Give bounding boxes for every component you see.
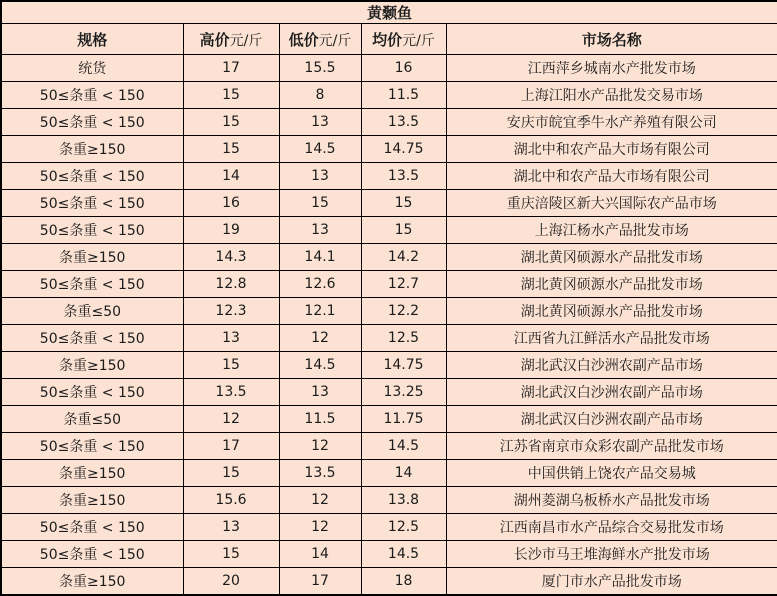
- market-name-cell: 长沙市马王堆海鲜水产批发市场: [446, 541, 777, 568]
- high-price-cell: 12: [183, 406, 279, 433]
- spec-cell: 50≤条重 < 150: [1, 271, 183, 298]
- spec-cell: 条重≥150: [1, 352, 183, 379]
- high-price-cell: 15.6: [183, 487, 279, 514]
- avg-price-cell: 14.75: [361, 136, 446, 163]
- spec-cell: 50≤条重 < 150: [1, 541, 183, 568]
- header-low-label: 低价: [288, 30, 319, 49]
- low-price-cell: 13: [279, 379, 361, 406]
- low-price-cell: 15: [279, 190, 361, 217]
- spec-cell: 条重≥150: [1, 460, 183, 487]
- market-name-cell: 重庆涪陵区新大兴国际农产品市场: [446, 190, 777, 217]
- high-price-cell: 13: [183, 325, 279, 352]
- spec-cell: 条重≤50: [1, 298, 183, 325]
- spec-cell: 50≤条重 < 150: [1, 433, 183, 460]
- high-price-cell: 15: [183, 352, 279, 379]
- market-name-cell: 湖北黄冈硕源水产品批发市场: [446, 298, 777, 325]
- market-name-cell: 江西南昌市水产品综合交易批发市场: [446, 514, 777, 541]
- table-row: [1, 82, 777, 109]
- column-header-market-name: 市场名称: [446, 24, 777, 55]
- high-price-cell: 12.3: [183, 298, 279, 325]
- market-name-cell: 湖北中和农产品大市场有限公司: [446, 163, 777, 190]
- high-price-cell: 17: [183, 55, 279, 82]
- spec-cell: 条重≤50: [1, 406, 183, 433]
- market-name-cell: 上海江杨水产品批发市场: [446, 217, 777, 244]
- market-name-cell: 湖北中和农产品大市场有限公司: [446, 136, 777, 163]
- table-row: [1, 541, 777, 568]
- table-row: [1, 460, 777, 487]
- table-row: [1, 217, 777, 244]
- market-name-cell: 湖北武汉白沙洲农副产品市场: [446, 406, 777, 433]
- header-low-unit: 元/斤: [318, 32, 352, 49]
- market-name-cell: 江西省九江鲜活水产品批发市场: [446, 325, 777, 352]
- low-price-cell: 14.5: [279, 352, 361, 379]
- avg-price-cell: 12.5: [361, 514, 446, 541]
- high-price-cell: 13: [183, 514, 279, 541]
- spec-cell: 条重≥150: [1, 568, 183, 596]
- high-price-cell: 14: [183, 163, 279, 190]
- table-row: [1, 109, 777, 136]
- high-price-cell: 15: [183, 82, 279, 109]
- table-row: [1, 325, 777, 352]
- table-row: [1, 487, 777, 514]
- table-row: [1, 352, 777, 379]
- market-name-cell: 安庆市皖宜季牛水产养殖有限公司: [446, 109, 777, 136]
- table-row: [1, 136, 777, 163]
- header-high-label: 高价: [199, 30, 230, 49]
- high-price-cell: 12.8: [183, 271, 279, 298]
- avg-price-cell: 12.5: [361, 325, 446, 352]
- column-header-spec: 规格: [1, 24, 183, 55]
- table-row: [1, 406, 777, 433]
- high-price-cell: 15: [183, 136, 279, 163]
- market-name-cell: 湖北黄冈硕源水产品批发市场: [446, 271, 777, 298]
- header-avg-label: 均价: [372, 30, 403, 49]
- high-price-cell: 14.3: [183, 244, 279, 271]
- spec-cell: 条重≥150: [1, 487, 183, 514]
- spec-cell: 50≤条重 < 150: [1, 82, 183, 109]
- table-row: [1, 244, 777, 271]
- high-price-cell: 15: [183, 109, 279, 136]
- high-price-cell: 15: [183, 541, 279, 568]
- avg-price-cell: 12.2: [361, 298, 446, 325]
- avg-price-cell: 13.5: [361, 163, 446, 190]
- low-price-cell: 13.5: [279, 460, 361, 487]
- header-high-unit: 元/斤: [229, 32, 263, 49]
- spec-cell: 50≤条重 < 150: [1, 379, 183, 406]
- table-row: [1, 514, 777, 541]
- spec-cell: 统货: [1, 55, 183, 82]
- market-name-cell: 湖州菱湖乌板桥水产品批发市场: [446, 487, 777, 514]
- table-row: [1, 163, 777, 190]
- market-name-cell: 江苏省南京市众彩农副产品批发市场: [446, 433, 777, 460]
- table-body: [1, 55, 777, 596]
- avg-price-cell: 11.75: [361, 406, 446, 433]
- avg-price-cell: 11.5: [361, 82, 446, 109]
- high-price-cell: 15: [183, 460, 279, 487]
- avg-price-cell: 13.5: [361, 109, 446, 136]
- high-price-cell: 16: [183, 190, 279, 217]
- spec-cell: 50≤条重 < 150: [1, 190, 183, 217]
- low-price-cell: 8: [279, 82, 361, 109]
- market-name-cell: 中国供销上饶农产品交易城: [446, 460, 777, 487]
- table-row: [1, 271, 777, 298]
- avg-price-cell: 14.5: [361, 433, 446, 460]
- low-price-cell: 14: [279, 541, 361, 568]
- spec-cell: 条重≥150: [1, 136, 183, 163]
- table-row: [1, 568, 777, 596]
- avg-price-cell: 14: [361, 460, 446, 487]
- table-title: 黄颡鱼: [1, 1, 777, 24]
- low-price-cell: 11.5: [279, 406, 361, 433]
- low-price-cell: 12: [279, 433, 361, 460]
- avg-price-cell: 14.75: [361, 352, 446, 379]
- table-row: [1, 55, 777, 82]
- market-name-cell: 湖北黄冈硕源水产品批发市场: [446, 244, 777, 271]
- avg-price-cell: 12.7: [361, 271, 446, 298]
- market-name-cell: 湖北武汉白沙洲农副产品市场: [446, 379, 777, 406]
- table-row: [1, 379, 777, 406]
- market-name-cell: 江西萍乡城南水产批发市场: [446, 55, 777, 82]
- avg-price-cell: 15: [361, 190, 446, 217]
- spec-cell: 50≤条重 < 150: [1, 325, 183, 352]
- avg-price-cell: 13.25: [361, 379, 446, 406]
- low-price-cell: 14.5: [279, 136, 361, 163]
- high-price-cell: 20: [183, 568, 279, 596]
- low-price-cell: 12: [279, 487, 361, 514]
- avg-price-cell: 14.2: [361, 244, 446, 271]
- spec-cell: 50≤条重 < 150: [1, 217, 183, 244]
- market-name-cell: 湖北武汉白沙洲农副产品市场: [446, 352, 777, 379]
- avg-price-cell: 14.5: [361, 541, 446, 568]
- avg-price-cell: 15: [361, 217, 446, 244]
- column-header-high-price: [183, 24, 279, 55]
- low-price-cell: 13: [279, 217, 361, 244]
- high-price-cell: 17: [183, 433, 279, 460]
- market-name-cell: 厦门市水产品批发市场: [446, 568, 777, 596]
- avg-price-cell: 13.8: [361, 487, 446, 514]
- table-row: [1, 190, 777, 217]
- spec-cell: 条重≥150: [1, 244, 183, 271]
- header-row: [1, 24, 777, 55]
- table-row: [1, 298, 777, 325]
- low-price-cell: 17: [279, 568, 361, 596]
- column-header-low-price: [279, 24, 361, 55]
- high-price-cell: 13.5: [183, 379, 279, 406]
- header-avg-unit: 元/斤: [402, 32, 435, 49]
- market-name-cell: 上海江阳水产品批发交易市场: [446, 82, 777, 109]
- high-price-cell: 19: [183, 217, 279, 244]
- spec-cell: 50≤条重 < 150: [1, 109, 183, 136]
- low-price-cell: 13: [279, 163, 361, 190]
- table-row: [1, 433, 777, 460]
- low-price-cell: 12: [279, 325, 361, 352]
- low-price-cell: 12.6: [279, 271, 361, 298]
- avg-price-cell: 18: [361, 568, 446, 596]
- avg-price-cell: 16: [361, 55, 446, 82]
- spec-cell: 50≤条重 < 150: [1, 163, 183, 190]
- low-price-cell: 12: [279, 514, 361, 541]
- title-row: [1, 1, 777, 24]
- low-price-cell: 13: [279, 109, 361, 136]
- low-price-cell: 12.1: [279, 298, 361, 325]
- low-price-cell: 14.1: [279, 244, 361, 271]
- spec-cell: 50≤条重 < 150: [1, 514, 183, 541]
- column-header-avg-price: [361, 24, 446, 55]
- low-price-cell: 15.5: [279, 55, 361, 82]
